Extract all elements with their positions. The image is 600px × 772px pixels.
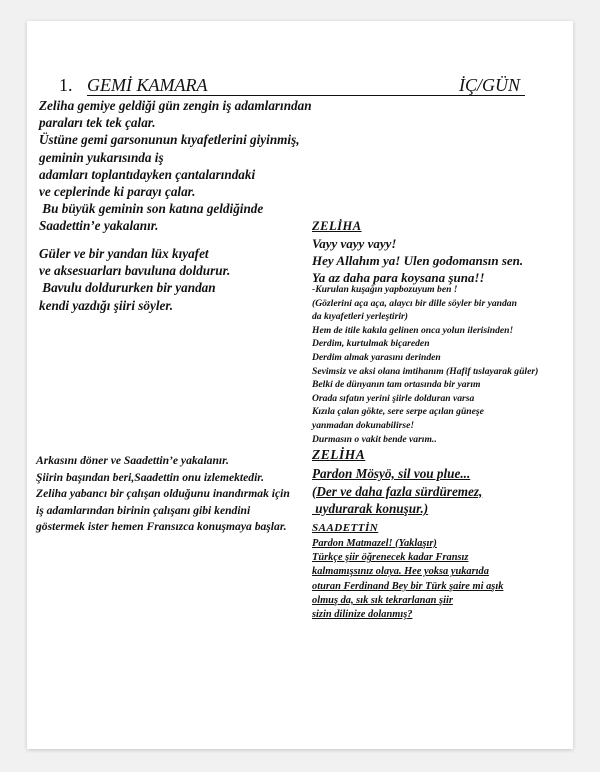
action-line: adamları toplantıdayken çantalarındaki (39, 166, 256, 182)
poem-line: Durmasın o vakit bende varım.. (312, 433, 437, 445)
poem-line: -Kurulan kuşağın yapbozuyum ben ! (312, 284, 458, 295)
poem-line: (Gözlerini aça aça, alaycı bir dille söyler bir yandan (312, 297, 517, 309)
dialogue-line: Pardon Mösyö, sil vou plue... (312, 466, 471, 481)
dialogue-line: sizin dilinize dolanmış? (312, 609, 413, 621)
dialogue-block-1 (312, 235, 523, 286)
poem-line: Kızıla çalan gökte, sere serpe açılan güneşe (312, 406, 484, 418)
dialogue-block-2 (312, 465, 482, 518)
action-line: kendi yazdığı şiiri söyler. (39, 297, 174, 313)
poem-line: Derdim almak yarasını derinden (312, 351, 441, 363)
dialogue-line: oturan Ferdinand Bey bir Türk şaire mi aşık (312, 580, 504, 592)
action-line: göstermek ister hemen Fransızca konuşmaya başlar. (36, 520, 287, 533)
poem-line: Hem de itile kakıla gelinen onca yolun ilerisinden! (312, 324, 514, 336)
dialogue-block-3 (312, 537, 503, 622)
dialogue-line: Türkçe şiir öğrenecek kadar Fransız (312, 552, 469, 564)
character-name-saadettin: SAADETTİN (312, 522, 379, 534)
scene-heading-location: GEMİ KAMARA (87, 75, 208, 95)
action-line: Zeliha gemiye geldiği gün zengin iş adamlarından (39, 98, 312, 113)
poem-line: Belki de dünyanın tam ortasında bir yarım (312, 379, 481, 391)
dialogue-line: olmuş da, sık sık tekrarlanan şiir (312, 594, 453, 606)
dialogue-line: Vayy vayy vayy! (312, 236, 397, 251)
poem-line: Sevimsiz ve aksi olana imtihanım (Hafif tıslayarak güler) (312, 365, 539, 377)
action-block-1 (39, 97, 312, 235)
action-line: Üstüne gemi garsonunun kıyafetlerini giyinmiş, (39, 132, 300, 148)
action-block-2 (39, 245, 230, 314)
action-line: Bavulu doldururken bir yandan (39, 280, 216, 296)
dialogue-line: (Der ve daha fazla sürdüremez, (312, 483, 483, 499)
action-line: Saadettin’e yakalanır. (39, 218, 159, 234)
action-line: Zeliha yabancı bir çalışan olduğunu inandırmak için (36, 487, 290, 500)
scene-heading-underline (87, 95, 525, 96)
character-name-zeliha: ZELİHA (312, 447, 366, 462)
dialogue-line: kalmamışsınız olaya. Hee yoksa yukarıda (312, 566, 489, 578)
dialogue-line: uydurarak konuşur.) (312, 501, 429, 516)
dialogue-line: Ya az daha para koysana şuna!! (312, 270, 485, 285)
poem-line: da kıyafetleri yerleştirir) (312, 311, 408, 323)
dialogue-line: Pardon Matmazel! (Yaklaşır) (312, 538, 437, 549)
action-line: Arkasını döner ve Saadettin’e yakalanır. (36, 454, 229, 467)
character-name-zeliha: ZELİHA (312, 219, 362, 233)
scene-number: 1. (59, 75, 73, 95)
script-page (27, 21, 573, 749)
dialogue-line: Hey Allahım ya! Ulen godomansın sen. (312, 253, 524, 268)
poem-line: Derdim, kurtulmak biçareden (312, 338, 430, 350)
action-line: Bu büyük geminin son katına geldiğinde (39, 201, 264, 217)
poem-line: Orada sıfatın yerini şiirle dolduran varsa (312, 392, 475, 404)
action-line: Güler ve bir yandan lüx kıyafet (39, 246, 209, 261)
action-line: geminin yukarısında iş (39, 149, 164, 165)
action-line: ve aksesuarları bavuluna doldurur. (39, 263, 231, 279)
poem-line: yanmadan dokunabilirse! (312, 419, 415, 431)
action-line: iş adamlarından birinin çalışanı gibi kendini (36, 503, 251, 517)
action-line: ve ceplerinde ki parayı çalar. (39, 184, 196, 200)
action-line: Şiirin başından beri,Saadettin onu izlemektedir. (36, 470, 265, 484)
action-block-3 (36, 453, 290, 536)
poem-block (312, 283, 538, 446)
scene-heading-time: İÇ/GÜN (459, 75, 521, 95)
action-line: paraları tek tek çalar. (39, 115, 156, 131)
